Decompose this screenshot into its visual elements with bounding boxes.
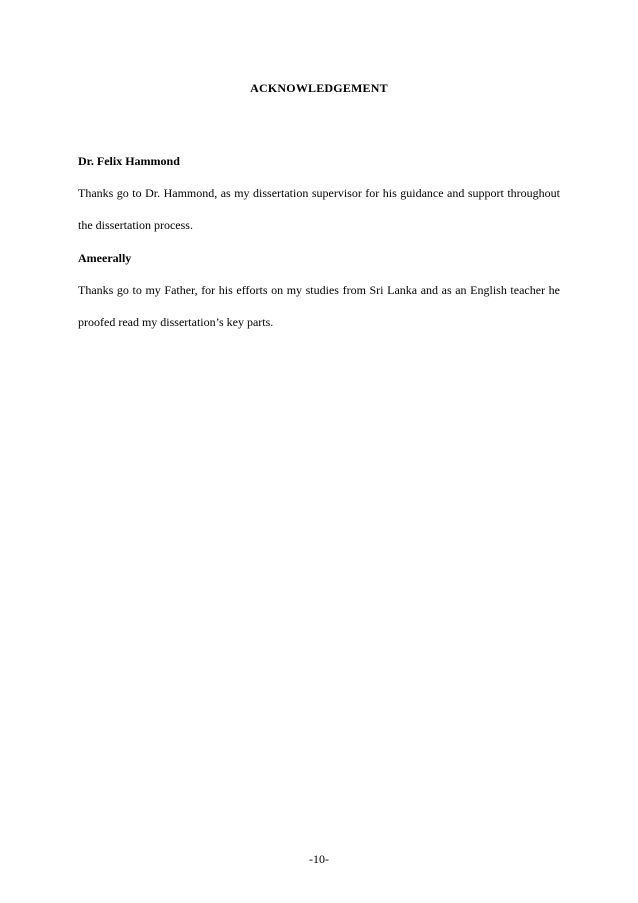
page-title: ACKNOWLEDGEMENT (250, 81, 388, 95)
section-body: Thanks go to Dr. Hammond, as my dissertation supervisor for his guidance and support throughout the dissertation process. (78, 186, 560, 232)
section-body: Thanks go to my Father, for his efforts on my studies from Sri Lanka and as an English teacher he proofed read my dissertation’s key parts. (78, 283, 560, 329)
page-number: -10- (309, 852, 329, 866)
section-heading: Ameerally (78, 251, 132, 265)
acknowledgement-section-father (78, 250, 560, 338)
acknowledgement-section-supervisor (78, 153, 560, 241)
section-heading: Dr. Felix Hammond (78, 154, 180, 168)
